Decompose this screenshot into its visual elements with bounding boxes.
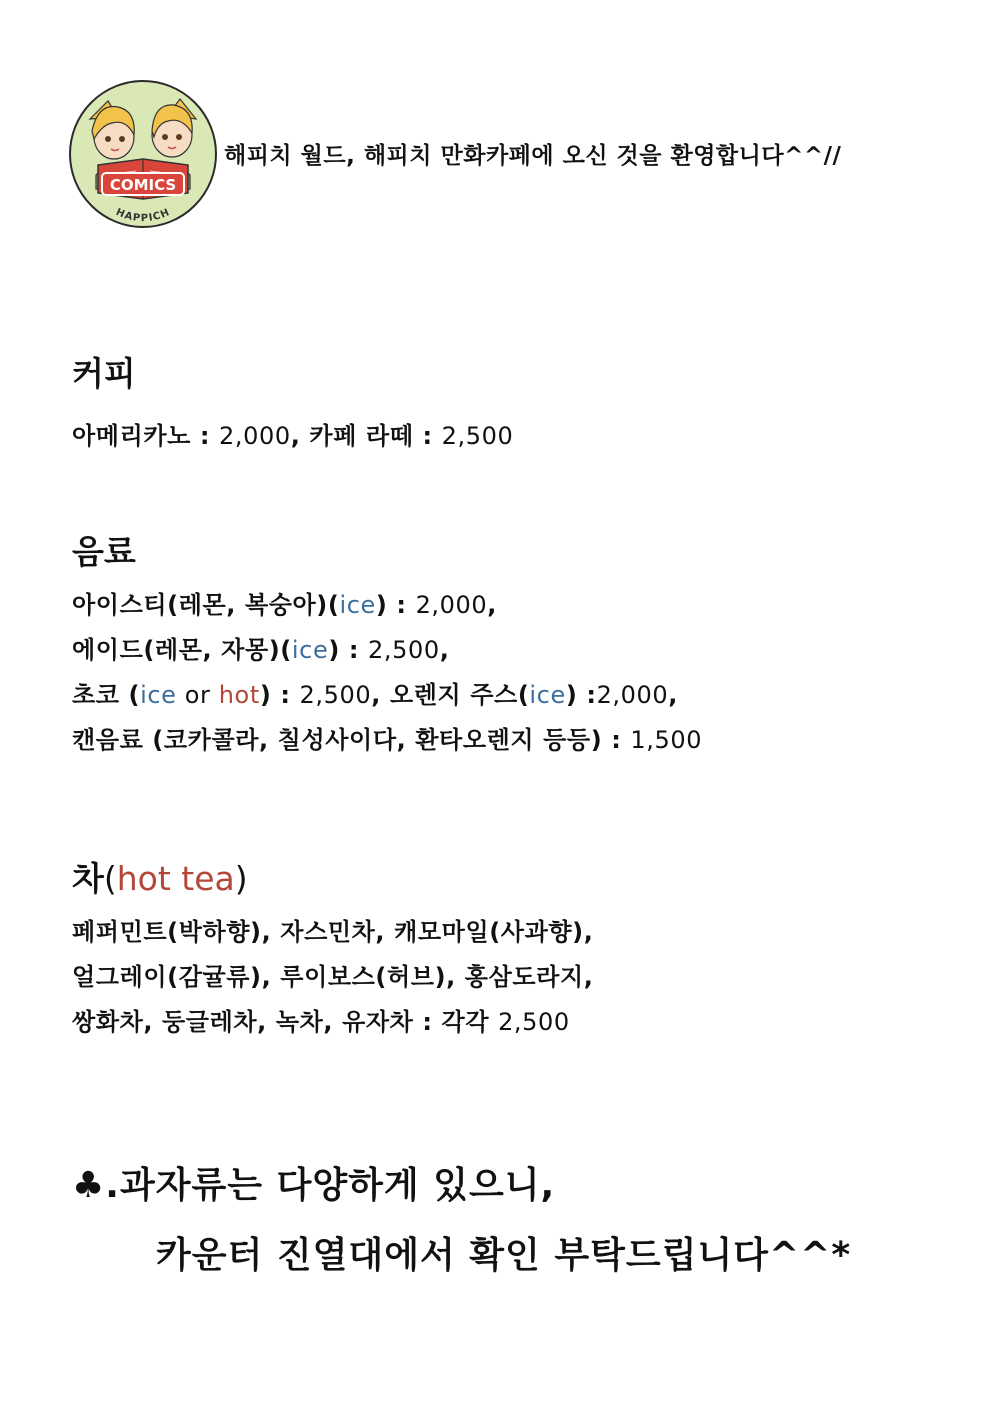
drinks-line-choco-orange: 초코 (ice or hot) : 2,500, 오렌지 주스(ice) :2,000, [72,681,678,709]
snack-notice-line-2: 카운터 진열대에서 확인 부탁드립니다^^* [156,1235,852,1276]
coffee-heading: 커피 [72,354,136,393]
logo-badge-text: COMICS [109,176,177,194]
drinks-line-canned: 캔음료 (코카콜라, 칠성사이다, 환타오렌지 등등) : 1,500 [72,726,703,754]
happich-comics-logo [68,79,218,229]
snack-notice-line-1: ♣.과자류는 다양하게 있으니, [72,1165,556,1206]
coffee-line: 아메리카노 : 2,000, 카페 라떼 : 2,500 [72,422,514,450]
tea-line-1: 페퍼민트(박하향), 자스민차, 캐모마일(사과향), [72,918,594,946]
tea-line-3: 쌍화차, 둥글레차, 녹차, 유자차 : 각각 2,500 [72,1008,570,1036]
drinks-line-icedtea: 아이스티(레몬, 복숭아)(ice) : 2,000, [72,591,497,619]
tea-heading: 차(hot tea) [72,859,248,898]
drinks-heading: 음료 [72,532,136,571]
tea-line-2: 얼그레이(감귤류), 루이보스(허브), 홍삼도라지, [72,963,594,991]
drinks-line-ade: 에이드(레몬, 자몽)(ice) : 2,500, [72,636,450,664]
logo-ring-text: HAPPICH [114,206,172,225]
welcome-message: 해피치 월드, 해피치 만화카페에 오신 것을 환영합니다^^// [224,143,842,169]
